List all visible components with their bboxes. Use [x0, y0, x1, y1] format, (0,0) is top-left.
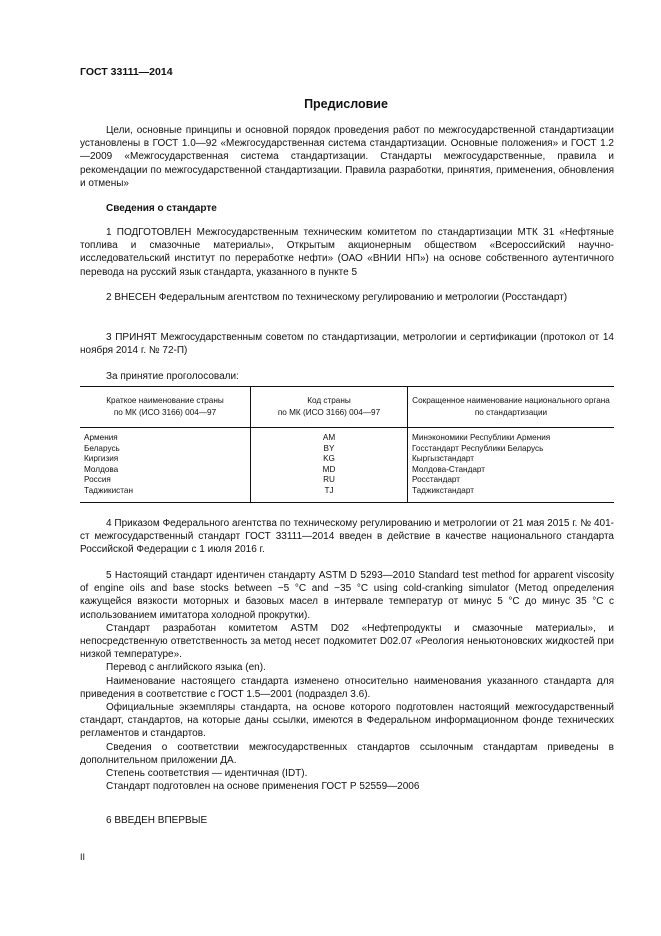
- country-code: BY: [323, 443, 335, 453]
- country-codes-cell: [251, 428, 408, 503]
- national-bodies-cell: [408, 428, 615, 503]
- header-country-code: Код страны по МК (ИСО 3166) 004—97: [251, 387, 408, 428]
- item-4: [80, 517, 614, 557]
- item-5-official-copies: Официальные экземпляры стандарта, на основе которого подготовлен настоящий межгосударственный стандарт, стандартов, на которые даны ссылки, имеются в Федеральном информационном фонде технических регламентов и стандартов.: [80, 702, 614, 740]
- voted-label: За принятие проголосовали:: [106, 371, 239, 382]
- national-body: Росстандарт: [412, 475, 461, 485]
- table-row: [80, 428, 614, 503]
- intro-text: Цели, основные принципы и основной порядок проведения работ по межгосударственной стандартизации установлены в ГОСТ 1.0—92 «Межгосударственная система стандартизации. Основные положения» и ГОСТ 1.2—2009 «Межгосударственная система стандартизации. Стандарты межгосударственные, правила и рекомендации по межгосударственной стандартизации. Правила разработки, принятия, применения, обновления и отмены»: [80, 125, 614, 189]
- header-country-name: Краткое наименование страны по МК (ИСО 3166) 004—97: [80, 387, 251, 428]
- item-2-text: 2 ВНЕСЕН Федеральным агентством по техническому регулированию и метрологии (Росстандарт): [106, 292, 568, 303]
- item-5-basis: Стандарт подготовлен на основе применения ГОСТ Р 52559—2006: [106, 781, 420, 793]
- country-name: Беларусь: [84, 443, 120, 453]
- country-names-cell: [80, 428, 251, 503]
- item-3-text: 3 ПРИНЯТ Межгосударственным советом по стандартизации, метрологии и сертификации (протокол от 14 ноября 2014 г. № 72-П): [80, 332, 614, 357]
- country-name: Армения: [84, 433, 118, 442]
- page-number: II: [80, 852, 86, 862]
- country-name: Киргизия: [84, 454, 119, 464]
- header-national-body: Сокращенное наименование национального органа по стандартизации: [408, 387, 615, 428]
- national-body: Госстандарт Республики Беларусь: [412, 443, 544, 453]
- national-body: Кыргызстандарт: [412, 454, 475, 464]
- country-code: KG: [323, 454, 335, 464]
- item-1-text: 1 ПОДГОТОВЛЕН Межгосударственным техническим комитетом по стандартизации МТК 31 «Нефтяные топлива и смазочные материалы», Открытым акционерным обществом «Всероссийский научно-исследовательский институт по переработке нефти» (ОАО «ВНИИ НП») на основе собственного аутентичного перевода на русский язык стандарта, указанного в пункте 5: [80, 227, 614, 278]
- country-code: MD: [322, 464, 336, 474]
- voted-label-block: [80, 370, 614, 383]
- item-2: [80, 291, 614, 304]
- item-5-name-change: Наименование настоящего стандарта изменено относительно наименования указанного стандарта для приведения в соответствие с ГОСТ 1.5—2001 (подраздел 3.6).: [80, 675, 614, 700]
- national-body: Минэкономики Республики Армения: [412, 433, 551, 442]
- standard-code: ГОСТ 33111—2014: [80, 66, 173, 78]
- table-header-row: [80, 387, 614, 428]
- item-6-text: 6 ВВЕДЕН ВПЕРВЫЕ: [106, 815, 208, 826]
- page-title: Предисловие: [304, 97, 388, 111]
- country-name: Таджикистан: [84, 485, 133, 495]
- item-5-text: 5 Настоящий стандарт идентичен стандарту ASTM D 5293—2010 Standard test method for apparent viscosity of engine oils and base stocks between −5 °C and −35 °C using cold-cranking simulator (Метод определения кажущейся вязкости моторных и базовых масел в интервале температур от минус 5 °С до минус 35 °С с использованием имитатора холодной прокрутки).: [80, 570, 614, 621]
- country-name: Россия: [84, 475, 111, 485]
- country-code: RU: [323, 475, 335, 485]
- info-heading: Сведения о стандарте: [106, 203, 217, 214]
- item-6: [80, 814, 614, 827]
- intro-paragraph: [80, 124, 614, 190]
- voting-table: [80, 386, 614, 503]
- country-code: AM: [322, 433, 336, 442]
- item-5-correspondence: Сведения о соответствии межгосударственных стандартов ссылочным стандартам приведены в дополнительном приложении ДА.: [80, 741, 614, 766]
- country-code: TJ: [324, 485, 334, 495]
- item-5-degree: Степень соответствия — идентичная (IDT).: [106, 768, 308, 780]
- item-5: [80, 569, 614, 793]
- item-5-translation: Перевод с английского языка (en).: [106, 662, 266, 674]
- national-body: Молдова-Стандарт: [412, 464, 486, 474]
- item-1: [80, 226, 614, 279]
- item-3: [80, 331, 614, 357]
- item-5-committee: Стандарт разработан комитетом ASTM D02 «Нефтепродукты и смазочные материалы», и непосредственную ответственность за метод несет подкомитет D02.07 «Реология неньютоновских жидкостей при низкой температуре».: [80, 622, 614, 661]
- national-body: Таджикстандарт: [412, 485, 474, 495]
- item-4-text: 4 Приказом Федерального агентства по техническому регулированию и метрологии от 21 мая 2015 г. № 401-ст межгосударственный стандарт ГОСТ 33111—2014 введен в действие в качестве национального стандарта Российской Федерации с 1 июля 2016 г.: [80, 518, 614, 556]
- country-name: Молдова: [84, 464, 119, 474]
